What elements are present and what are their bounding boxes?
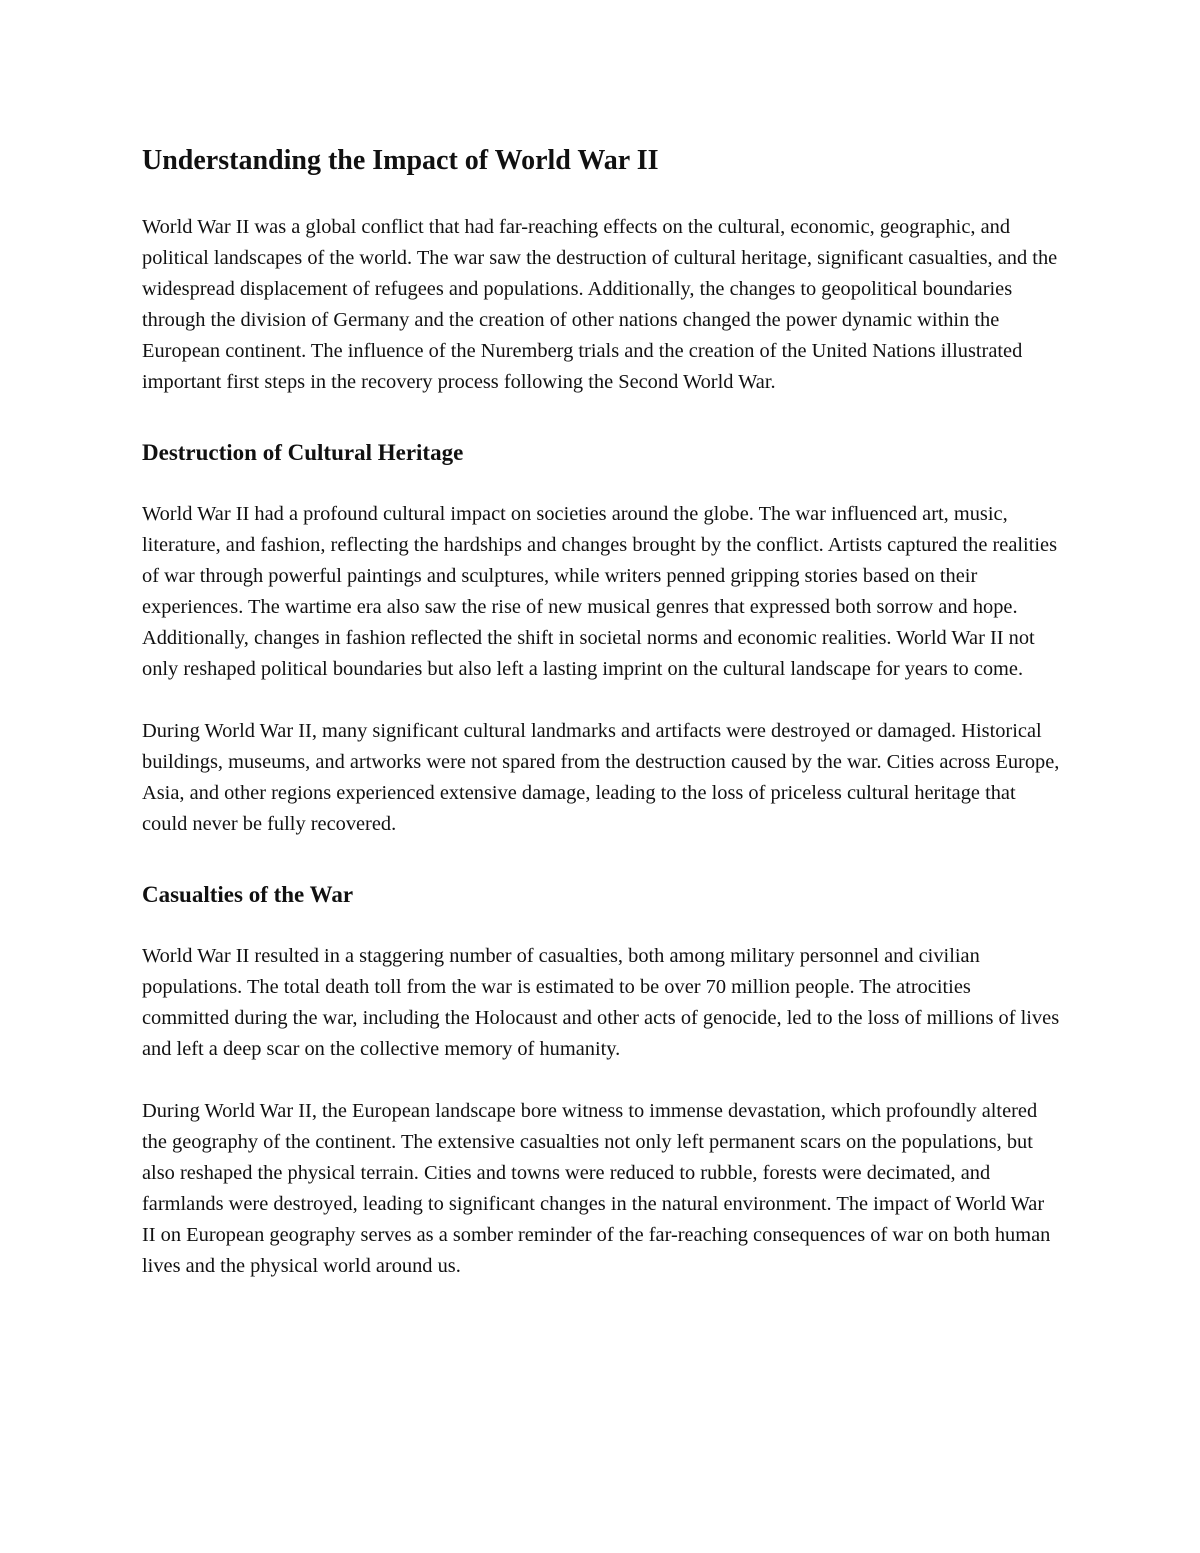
intro-paragraph: World War II was a global conflict that had far-reaching effects on the cultural, economic, geographic, and political landscapes of the world. The war saw the destruction of cultural heritage, significant casualties, and the widespread displacement of refugees and populations. Additionally, the changes to geopolitical boundaries through the division of Germany and the creation of other nations changed the power dynamic within the European continent. The influence of the Nuremberg trials and the creation of the United Nations illustrated important first steps in the recovery process following the Second World War. xyxy=(142,216,1058,393)
spacer xyxy=(142,398,1060,437)
spacer xyxy=(142,685,1060,716)
spacer xyxy=(142,910,1060,941)
spacer xyxy=(142,1065,1060,1096)
casualties-paragraph-2: During World War II, the European landscape bore witness to immense devastation, which profoundly altered the geography of the continent. The extensive casualties not only left permanent scars on the populations, but also reshaped the physical terrain. Cities and towns were reduced to rubble, forests were decimated, and farmlands were destroyed, leading to significant changes in the natural environment. The impact of World War II on European geography serves as a somber reminder of the far-reaching consequences of war on both human lives and the physical world around us. xyxy=(142,1100,1051,1277)
casualties-paragraph-1: World War II resulted in a staggering number of casualties, both among military personnel and civilian populations. The total death toll from the war is estimated to be over 70 million people. The atrocities committed during the war, including the Holocaust and other acts of genocide, led to the loss of millions of lives and left a deep scar on the collective memory of humanity. xyxy=(142,945,1060,1060)
document-page xyxy=(142,138,1060,1282)
spacer xyxy=(142,840,1060,879)
spacer xyxy=(142,184,1060,212)
section-heading-cultural-heritage: Destruction of Cultural Heritage xyxy=(142,440,464,465)
cultural-heritage-paragraph-1: World War II had a profound cultural impact on societies around the globe. The war influenced art, music, literature, and fashion, reflecting the hardships and changes brought by the conflict. Artists captured the realities of war through powerful paintings and sculptures, while writers penned gripping stories based on their experiences. The wartime era also saw the rise of new musical genres that expressed both sorrow and hope. Additionally, changes in fashion reflected the shift in societal norms and economic realities. World War II not only reshaped political boundaries but also left a lasting imprint on the cultural landscape for years to come. xyxy=(142,503,1058,680)
document-title: Understanding the Impact of World War II xyxy=(142,145,659,176)
cultural-heritage-paragraph-2: During World War II, many significant cultural landmarks and artifacts were destroyed or damaged. Historical buildings, museums, and artworks were not spared from the destruction caused by the war. Cities across Europe, Asia, and other regions experienced extensive damage, leading to the loss of priceless cultural heritage that could never be fully recovered. xyxy=(142,720,1060,835)
spacer xyxy=(142,468,1060,499)
section-heading-casualties: Casualties of the War xyxy=(142,882,354,907)
